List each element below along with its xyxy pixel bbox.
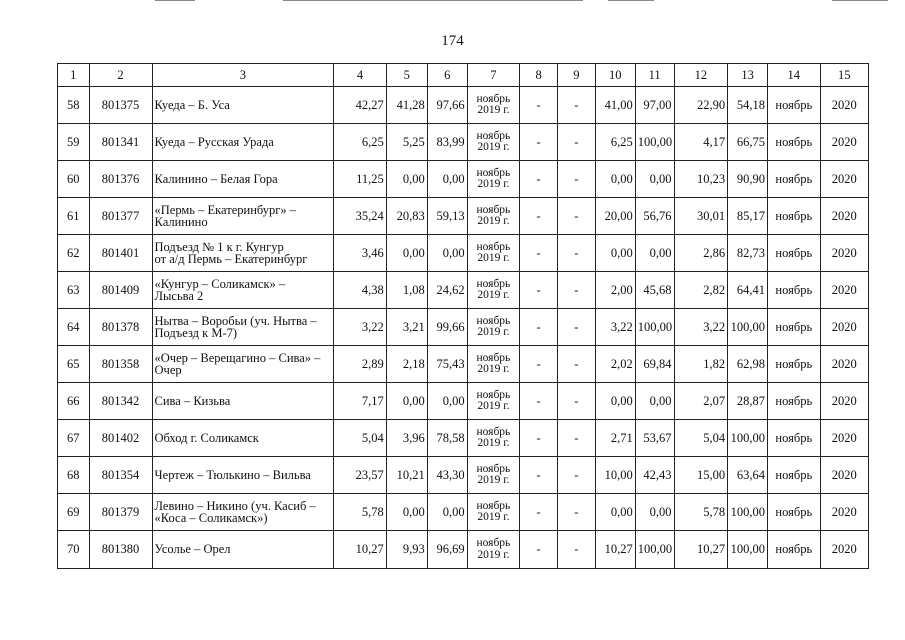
value-cell: 3,96 — [386, 420, 427, 457]
value-cell: 2,71 — [595, 420, 635, 457]
dash-cell: - — [557, 531, 595, 569]
dash-cell: - — [557, 198, 595, 235]
value-cell: 0,00 — [595, 235, 635, 272]
table-row — [58, 531, 869, 569]
percent-cell: 82,73 — [728, 235, 768, 272]
percent-cell: 100,00 — [635, 124, 674, 161]
date-cell — [467, 235, 520, 272]
road-name-cell — [152, 494, 334, 531]
dash-cell: - — [520, 87, 558, 124]
percent-cell: 97,00 — [635, 87, 674, 124]
length-cell: 7,17 — [334, 383, 387, 420]
road-name-cell-line: Куеда – Б. Уса — [154, 97, 230, 112]
month-cell: ноябрь — [768, 124, 821, 161]
date-cell-line: 2019 г. — [477, 141, 510, 153]
percent-cell: 100,00 — [635, 531, 674, 569]
column-header-11: 11 — [635, 64, 674, 87]
value-cell: 41,28 — [386, 87, 427, 124]
percent-cell: 0,00 — [427, 383, 467, 420]
value-cell: 3,21 — [386, 309, 427, 346]
page-number: 174 — [441, 33, 464, 49]
value-cell: 5,04 — [674, 420, 728, 457]
percent-cell: 56,76 — [635, 198, 674, 235]
date-cell-line: 2019 г. — [477, 326, 510, 338]
value-cell: 10,23 — [674, 161, 728, 198]
value-cell: 10,21 — [386, 457, 427, 494]
column-header-2: 2 — [89, 64, 152, 87]
road-name-cell — [152, 198, 334, 235]
value-cell: 0,00 — [386, 383, 427, 420]
column-header-15: 15 — [820, 64, 868, 87]
date-cell-line: 2019 г. — [477, 548, 510, 561]
percent-cell: 99,66 — [427, 309, 467, 346]
road-name-cell-line: Подъезд к М-7) — [154, 326, 238, 340]
percent-cell: 85,17 — [728, 198, 768, 235]
date-cell-line: 2019 г. — [477, 289, 510, 301]
date-cell-line: ноябрь — [476, 351, 511, 364]
percent-cell: 64,41 — [728, 272, 768, 309]
dash-cell: - — [557, 494, 595, 531]
length-cell: 4,38 — [334, 272, 387, 309]
top-border-fragment — [608, 0, 654, 1]
dash-cell: - — [557, 383, 595, 420]
road-code-cell: 801377 — [89, 198, 152, 235]
value-cell: 41,00 — [595, 87, 635, 124]
road-name-cell-line: «Пермь – Екатеринбург» – — [154, 202, 297, 217]
value-cell: 22,90 — [674, 87, 728, 124]
row-number-cell: 61 — [58, 198, 90, 235]
top-border-fragment — [832, 0, 888, 1]
dash-cell: - — [557, 124, 595, 161]
roads-table — [57, 63, 869, 569]
percent-cell: 24,62 — [427, 272, 467, 309]
percent-cell: 0,00 — [635, 494, 674, 531]
value-cell: 0,00 — [386, 161, 427, 198]
date-cell-line: 2019 г. — [477, 215, 510, 227]
percent-cell: 66,75 — [728, 124, 768, 161]
road-name-cell — [152, 161, 334, 198]
percent-cell: 42,43 — [635, 457, 674, 494]
road-code-cell: 801375 — [89, 87, 152, 124]
date-cell — [467, 383, 520, 420]
percent-cell: 43,30 — [427, 457, 467, 494]
percent-cell: 45,68 — [635, 272, 674, 309]
month-cell: ноябрь — [768, 161, 821, 198]
date-cell — [467, 420, 520, 457]
month-cell: ноябрь — [768, 494, 821, 531]
table-row — [58, 420, 869, 457]
road-name-cell-line: от а/д Пермь – Екатеринбург — [154, 252, 308, 266]
date-cell-line: ноябрь — [476, 462, 511, 475]
table-row — [58, 309, 869, 346]
value-cell: 1,82 — [674, 346, 728, 383]
road-code-cell: 801341 — [89, 124, 152, 161]
value-cell: 5,78 — [674, 494, 728, 531]
length-cell: 10,27 — [334, 531, 387, 569]
road-code-cell: 801379 — [89, 494, 152, 531]
value-cell: 2,86 — [674, 235, 728, 272]
year-cell: 2020 — [820, 198, 868, 235]
dash-cell: - — [557, 272, 595, 309]
month-cell: ноябрь — [768, 235, 821, 272]
percent-cell: 100,00 — [728, 309, 768, 346]
value-cell: 10,27 — [595, 531, 635, 569]
value-cell: 0,00 — [595, 494, 635, 531]
top-border-fragment — [283, 0, 583, 1]
month-cell: ноябрь — [768, 457, 821, 494]
road-name-cell — [152, 87, 334, 124]
percent-cell: 90,90 — [728, 161, 768, 198]
road-code-cell: 801378 — [89, 309, 152, 346]
value-cell: 10,27 — [674, 531, 728, 569]
dash-cell: - — [557, 309, 595, 346]
length-cell: 42,27 — [334, 87, 387, 124]
column-header-6: 6 — [427, 64, 467, 87]
value-cell: 0,00 — [595, 161, 635, 198]
value-cell: 15,00 — [674, 457, 728, 494]
value-cell: 2,18 — [386, 346, 427, 383]
dash-cell: - — [557, 457, 595, 494]
table-body — [58, 87, 869, 569]
date-cell-line: 2019 г. — [477, 511, 510, 523]
dash-cell: - — [520, 124, 558, 161]
row-number-cell: 70 — [58, 531, 90, 569]
date-cell-line: ноябрь — [476, 499, 511, 512]
year-cell: 2020 — [820, 457, 868, 494]
table-row — [58, 235, 869, 272]
date-cell-line: ноябрь — [476, 166, 511, 179]
column-header-8: 8 — [520, 64, 558, 87]
value-cell: 2,82 — [674, 272, 728, 309]
value-cell: 1,08 — [386, 272, 427, 309]
length-cell: 6,25 — [334, 124, 387, 161]
date-cell-line: ноябрь — [476, 277, 511, 290]
value-cell: 3,22 — [674, 309, 728, 346]
year-cell: 2020 — [820, 161, 868, 198]
column-header-10: 10 — [595, 64, 635, 87]
date-cell — [467, 457, 520, 494]
value-cell: 0,00 — [386, 235, 427, 272]
year-cell: 2020 — [820, 87, 868, 124]
road-code-cell: 801354 — [89, 457, 152, 494]
date-cell-line: ноябрь — [476, 388, 511, 401]
row-number-cell: 62 — [58, 235, 90, 272]
date-cell-line: 2019 г. — [477, 437, 510, 449]
date-cell — [467, 309, 520, 346]
percent-cell: 63,64 — [728, 457, 768, 494]
percent-cell: 28,87 — [728, 383, 768, 420]
percent-cell: 83,99 — [427, 124, 467, 161]
road-name-cell-line: Нытва – Воробьи (уч. Нытва – — [154, 313, 317, 328]
dash-cell: - — [557, 161, 595, 198]
year-cell: 2020 — [820, 494, 868, 531]
length-cell: 11,25 — [334, 161, 387, 198]
length-cell: 3,22 — [334, 309, 387, 346]
dash-cell: - — [520, 161, 558, 198]
road-name-cell-line: Куеда – Русская Урада — [154, 134, 274, 149]
month-cell: ноябрь — [768, 420, 821, 457]
date-cell — [467, 161, 520, 198]
table-row — [58, 346, 869, 383]
percent-cell: 100,00 — [635, 309, 674, 346]
length-cell: 2,89 — [334, 346, 387, 383]
dash-cell: - — [520, 494, 558, 531]
table-row — [58, 457, 869, 494]
road-name-cell — [152, 235, 334, 272]
percent-cell: 75,43 — [427, 346, 467, 383]
value-cell: 2,07 — [674, 383, 728, 420]
row-number-cell: 58 — [58, 87, 90, 124]
date-cell-line: ноябрь — [476, 537, 511, 549]
percent-cell: 78,58 — [427, 420, 467, 457]
road-name-cell-line: «Кунгур – Соликамск» – — [154, 276, 286, 291]
row-number-cell: 59 — [58, 124, 90, 161]
road-name-cell-line: Подъезд № 1 к г. Кунгур — [154, 239, 284, 254]
dash-cell: - — [520, 420, 558, 457]
dash-cell: - — [520, 309, 558, 346]
road-name-cell — [152, 346, 334, 383]
road-name-cell — [152, 420, 334, 457]
length-cell: 3,46 — [334, 235, 387, 272]
value-cell: 5,25 — [386, 124, 427, 161]
value-cell: 2,02 — [595, 346, 635, 383]
dash-cell: - — [520, 383, 558, 420]
percent-cell: 96,69 — [427, 531, 467, 569]
date-cell-line: ноябрь — [476, 92, 511, 105]
row-number-cell: 67 — [58, 420, 90, 457]
road-name-cell — [152, 272, 334, 309]
percent-cell: 0,00 — [427, 235, 467, 272]
row-number-cell: 69 — [58, 494, 90, 531]
percent-cell: 0,00 — [427, 494, 467, 531]
column-header-9: 9 — [557, 64, 595, 87]
date-cell — [467, 494, 520, 531]
date-cell-line: ноябрь — [476, 240, 511, 253]
table-row — [58, 494, 869, 531]
percent-cell: 97,66 — [427, 87, 467, 124]
date-cell — [467, 198, 520, 235]
road-name-cell — [152, 383, 334, 420]
road-code-cell: 801409 — [89, 272, 152, 309]
dash-cell: - — [520, 531, 558, 569]
month-cell: ноябрь — [768, 531, 821, 569]
date-cell-line: 2019 г. — [477, 400, 510, 412]
column-header-1: 1 — [58, 64, 90, 87]
date-cell — [467, 272, 520, 309]
month-cell: ноябрь — [768, 346, 821, 383]
value-cell: 30,01 — [674, 198, 728, 235]
dash-cell: - — [557, 346, 595, 383]
top-border-fragment — [155, 0, 195, 1]
road-name-cell-line: Чертеж – Тюлькино – Вильва — [154, 467, 311, 482]
month-cell: ноябрь — [768, 87, 821, 124]
value-cell: 0,00 — [595, 383, 635, 420]
percent-cell: 100,00 — [728, 420, 768, 457]
road-name-cell — [152, 124, 334, 161]
value-cell: 10,00 — [595, 457, 635, 494]
table-row — [58, 198, 869, 235]
percent-cell: 0,00 — [427, 161, 467, 198]
road-code-cell: 801380 — [89, 531, 152, 569]
road-name-cell-line: Левино – Никино (уч. Касиб – — [154, 498, 316, 513]
row-number-cell: 65 — [58, 346, 90, 383]
date-cell-line: 2019 г. — [477, 178, 510, 190]
row-number-cell: 66 — [58, 383, 90, 420]
percent-cell: 100,00 — [728, 494, 768, 531]
road-name-cell-line: «Очер – Верещагино – Сива» – — [154, 350, 321, 365]
row-number-cell: 64 — [58, 309, 90, 346]
row-number-cell: 60 — [58, 161, 90, 198]
dash-cell: - — [520, 272, 558, 309]
dash-cell: - — [520, 198, 558, 235]
road-name-cell-line: Калинино — [154, 215, 208, 229]
road-code-cell: 801376 — [89, 161, 152, 198]
dash-cell: - — [520, 235, 558, 272]
road-name-cell — [152, 309, 334, 346]
length-cell: 5,04 — [334, 420, 387, 457]
month-cell: ноябрь — [768, 272, 821, 309]
table-row — [58, 124, 869, 161]
date-cell-line: ноябрь — [476, 314, 511, 327]
road-name-cell — [152, 531, 334, 569]
road-name-cell-line: Усолье – Орел — [154, 542, 231, 557]
year-cell: 2020 — [820, 383, 868, 420]
value-cell: 20,00 — [595, 198, 635, 235]
percent-cell: 0,00 — [635, 383, 674, 420]
year-cell: 2020 — [820, 531, 868, 569]
column-header-14: 14 — [768, 64, 821, 87]
percent-cell: 54,18 — [728, 87, 768, 124]
year-cell: 2020 — [820, 272, 868, 309]
road-name-cell-line: Обход г. Соликамск — [154, 430, 259, 445]
road-code-cell: 801401 — [89, 235, 152, 272]
dash-cell: - — [520, 457, 558, 494]
column-header-12: 12 — [674, 64, 728, 87]
table-row — [58, 161, 869, 198]
year-cell: 2020 — [820, 309, 868, 346]
road-code-cell: 801402 — [89, 420, 152, 457]
column-header-4: 4 — [334, 64, 387, 87]
date-cell-line: ноябрь — [476, 129, 511, 142]
month-cell: ноябрь — [768, 309, 821, 346]
value-cell: 6,25 — [595, 124, 635, 161]
value-cell: 3,22 — [595, 309, 635, 346]
column-header-13: 13 — [728, 64, 768, 87]
column-header-5: 5 — [386, 64, 427, 87]
table-row — [58, 383, 869, 420]
road-name-cell — [152, 457, 334, 494]
date-cell-line: 2019 г. — [477, 104, 510, 116]
road-code-cell: 801358 — [89, 346, 152, 383]
table-row — [58, 87, 869, 124]
road-name-cell-line: Калинино – Белая Гора — [154, 171, 278, 186]
month-cell: ноябрь — [768, 198, 821, 235]
date-cell — [467, 87, 520, 124]
road-name-cell-line: Очер — [154, 363, 182, 377]
road-code-cell: 801342 — [89, 383, 152, 420]
year-cell: 2020 — [820, 235, 868, 272]
dash-cell: - — [557, 420, 595, 457]
road-name-cell-line: Сива – Кизьва — [154, 393, 231, 408]
dash-cell: - — [557, 87, 595, 124]
date-cell — [467, 531, 520, 569]
table-row — [58, 272, 869, 309]
road-name-cell-line: Лысьва 2 — [154, 289, 204, 303]
column-header-3: 3 — [152, 64, 334, 87]
dash-cell: - — [557, 235, 595, 272]
column-header-7: 7 — [467, 64, 520, 87]
length-cell: 23,57 — [334, 457, 387, 494]
row-number-cell: 63 — [58, 272, 90, 309]
year-cell: 2020 — [820, 124, 868, 161]
road-name-cell-line: «Коса – Соликамск») — [154, 511, 268, 525]
date-cell — [467, 346, 520, 383]
date-cell-line: ноябрь — [476, 203, 511, 216]
table-header-row — [58, 64, 869, 87]
year-cell: 2020 — [820, 346, 868, 383]
percent-cell: 59,13 — [427, 198, 467, 235]
date-cell-line: 2019 г. — [477, 363, 510, 375]
value-cell: 20,83 — [386, 198, 427, 235]
date-cell-line: 2019 г. — [477, 252, 510, 264]
percent-cell: 100,00 — [728, 531, 768, 569]
date-cell — [467, 124, 520, 161]
date-cell-line: 2019 г. — [477, 474, 510, 486]
value-cell: 0,00 — [386, 494, 427, 531]
dash-cell: - — [520, 346, 558, 383]
value-cell: 9,93 — [386, 531, 427, 569]
year-cell: 2020 — [820, 420, 868, 457]
percent-cell: 53,67 — [635, 420, 674, 457]
date-cell-line: ноябрь — [476, 425, 511, 438]
value-cell: 2,00 — [595, 272, 635, 309]
percent-cell: 0,00 — [635, 235, 674, 272]
percent-cell: 62,98 — [728, 346, 768, 383]
length-cell: 5,78 — [334, 494, 387, 531]
row-number-cell: 68 — [58, 457, 90, 494]
value-cell: 4,17 — [674, 124, 728, 161]
percent-cell: 69,84 — [635, 346, 674, 383]
month-cell: ноябрь — [768, 383, 821, 420]
percent-cell: 0,00 — [635, 161, 674, 198]
length-cell: 35,24 — [334, 198, 387, 235]
